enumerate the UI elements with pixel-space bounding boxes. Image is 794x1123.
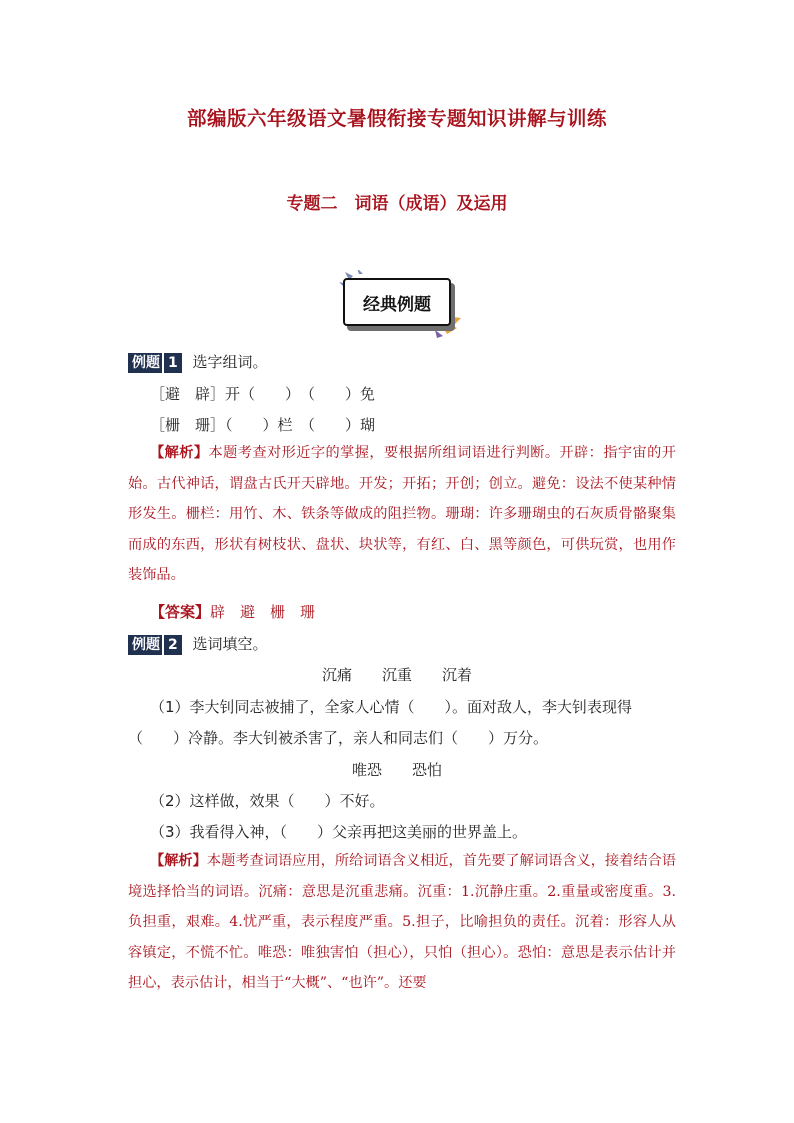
example1-line1: ［避 辟］开（ ） （ ）免 <box>150 385 376 403</box>
answer-label: 【答案】 <box>150 603 211 621</box>
example-tag: 例题 <box>128 635 162 655</box>
example2-header <box>128 633 268 655</box>
question-3: （3）我看得入神，（ ）父亲再把这美丽的世界盖上。 <box>150 823 528 841</box>
example-number: 2 <box>163 635 182 655</box>
analysis-text: 本题考查词语应用，所给词语含义相近，首先要了解词语含义，接着结合语境选择恰当的词语。沉痛：意思是沉重悲痛。沉重：1.沉静庄重。2.重量或密度重。3.负担重，艰难。4.忧严重，表示程度严重。5.担子，比喻担负的责任。沉着：形容人从容镇定，不慌不忙。唯恐：唯独害怕（担心），只怕（担心）。恐怕：意思是表示估计并担心，表示估计，相当于“大概”、“也许”。还要 <box>128 853 676 991</box>
document-title: 部编版六年级语文暑假衔接专题知识讲解与训练 <box>186 107 607 130</box>
example1-line2: ［栅 珊］（ ）栏 （ ）瑚 <box>150 416 376 434</box>
example1-header <box>128 351 268 373</box>
section-badge <box>335 270 465 340</box>
example-prompt: 选字组词。 <box>192 353 268 371</box>
question-2: （2）这样做，效果（ ）不好。 <box>150 792 385 810</box>
example-tag: 例题 <box>128 353 162 373</box>
example-prompt: 选词填空。 <box>192 635 268 653</box>
word-choices-1: 沉痛 沉重 沉着 <box>321 666 472 684</box>
analysis-text: 本题考查对形近字的掌握，要根据所组词语进行判断。开辟：指宇宙的开始。古代神话，谓盘古氏开天辟地。开发；开拓；开创；创立。避免：设法不使某种情形发生。栅栏：用竹、木、铁条等做成的阻拦物。珊瑚：许多珊瑚虫的石灰质骨骼聚集而成的东西，形状有树枝状、盘状、块状等，有红、白、黑等颜色，可供玩赏，也用作装饰品。 <box>128 445 676 583</box>
question-1-line2: （ ）冷静。李大钊被杀害了，亲人和同志们（ ）万分。 <box>128 729 549 747</box>
word-choices-2: 唯恐 恐怕 <box>351 761 442 779</box>
example1-answer <box>150 601 315 622</box>
example2-analysis <box>128 846 676 999</box>
question-1-line1: （1）李大钊同志被捕了，全家人心情（ ）。面对敌人，李大钊表现得 <box>150 698 633 716</box>
example1-analysis <box>128 438 676 591</box>
analysis-label: 【解析】 <box>150 445 209 461</box>
answer-text: 辟 避 栅 珊 <box>210 603 316 621</box>
example-number: 1 <box>163 353 182 373</box>
section-subtitle: 专题二 词语（成语）及运用 <box>286 194 508 214</box>
badge-label: 经典例题 <box>343 278 451 326</box>
analysis-label: 【解析】 <box>150 853 207 869</box>
